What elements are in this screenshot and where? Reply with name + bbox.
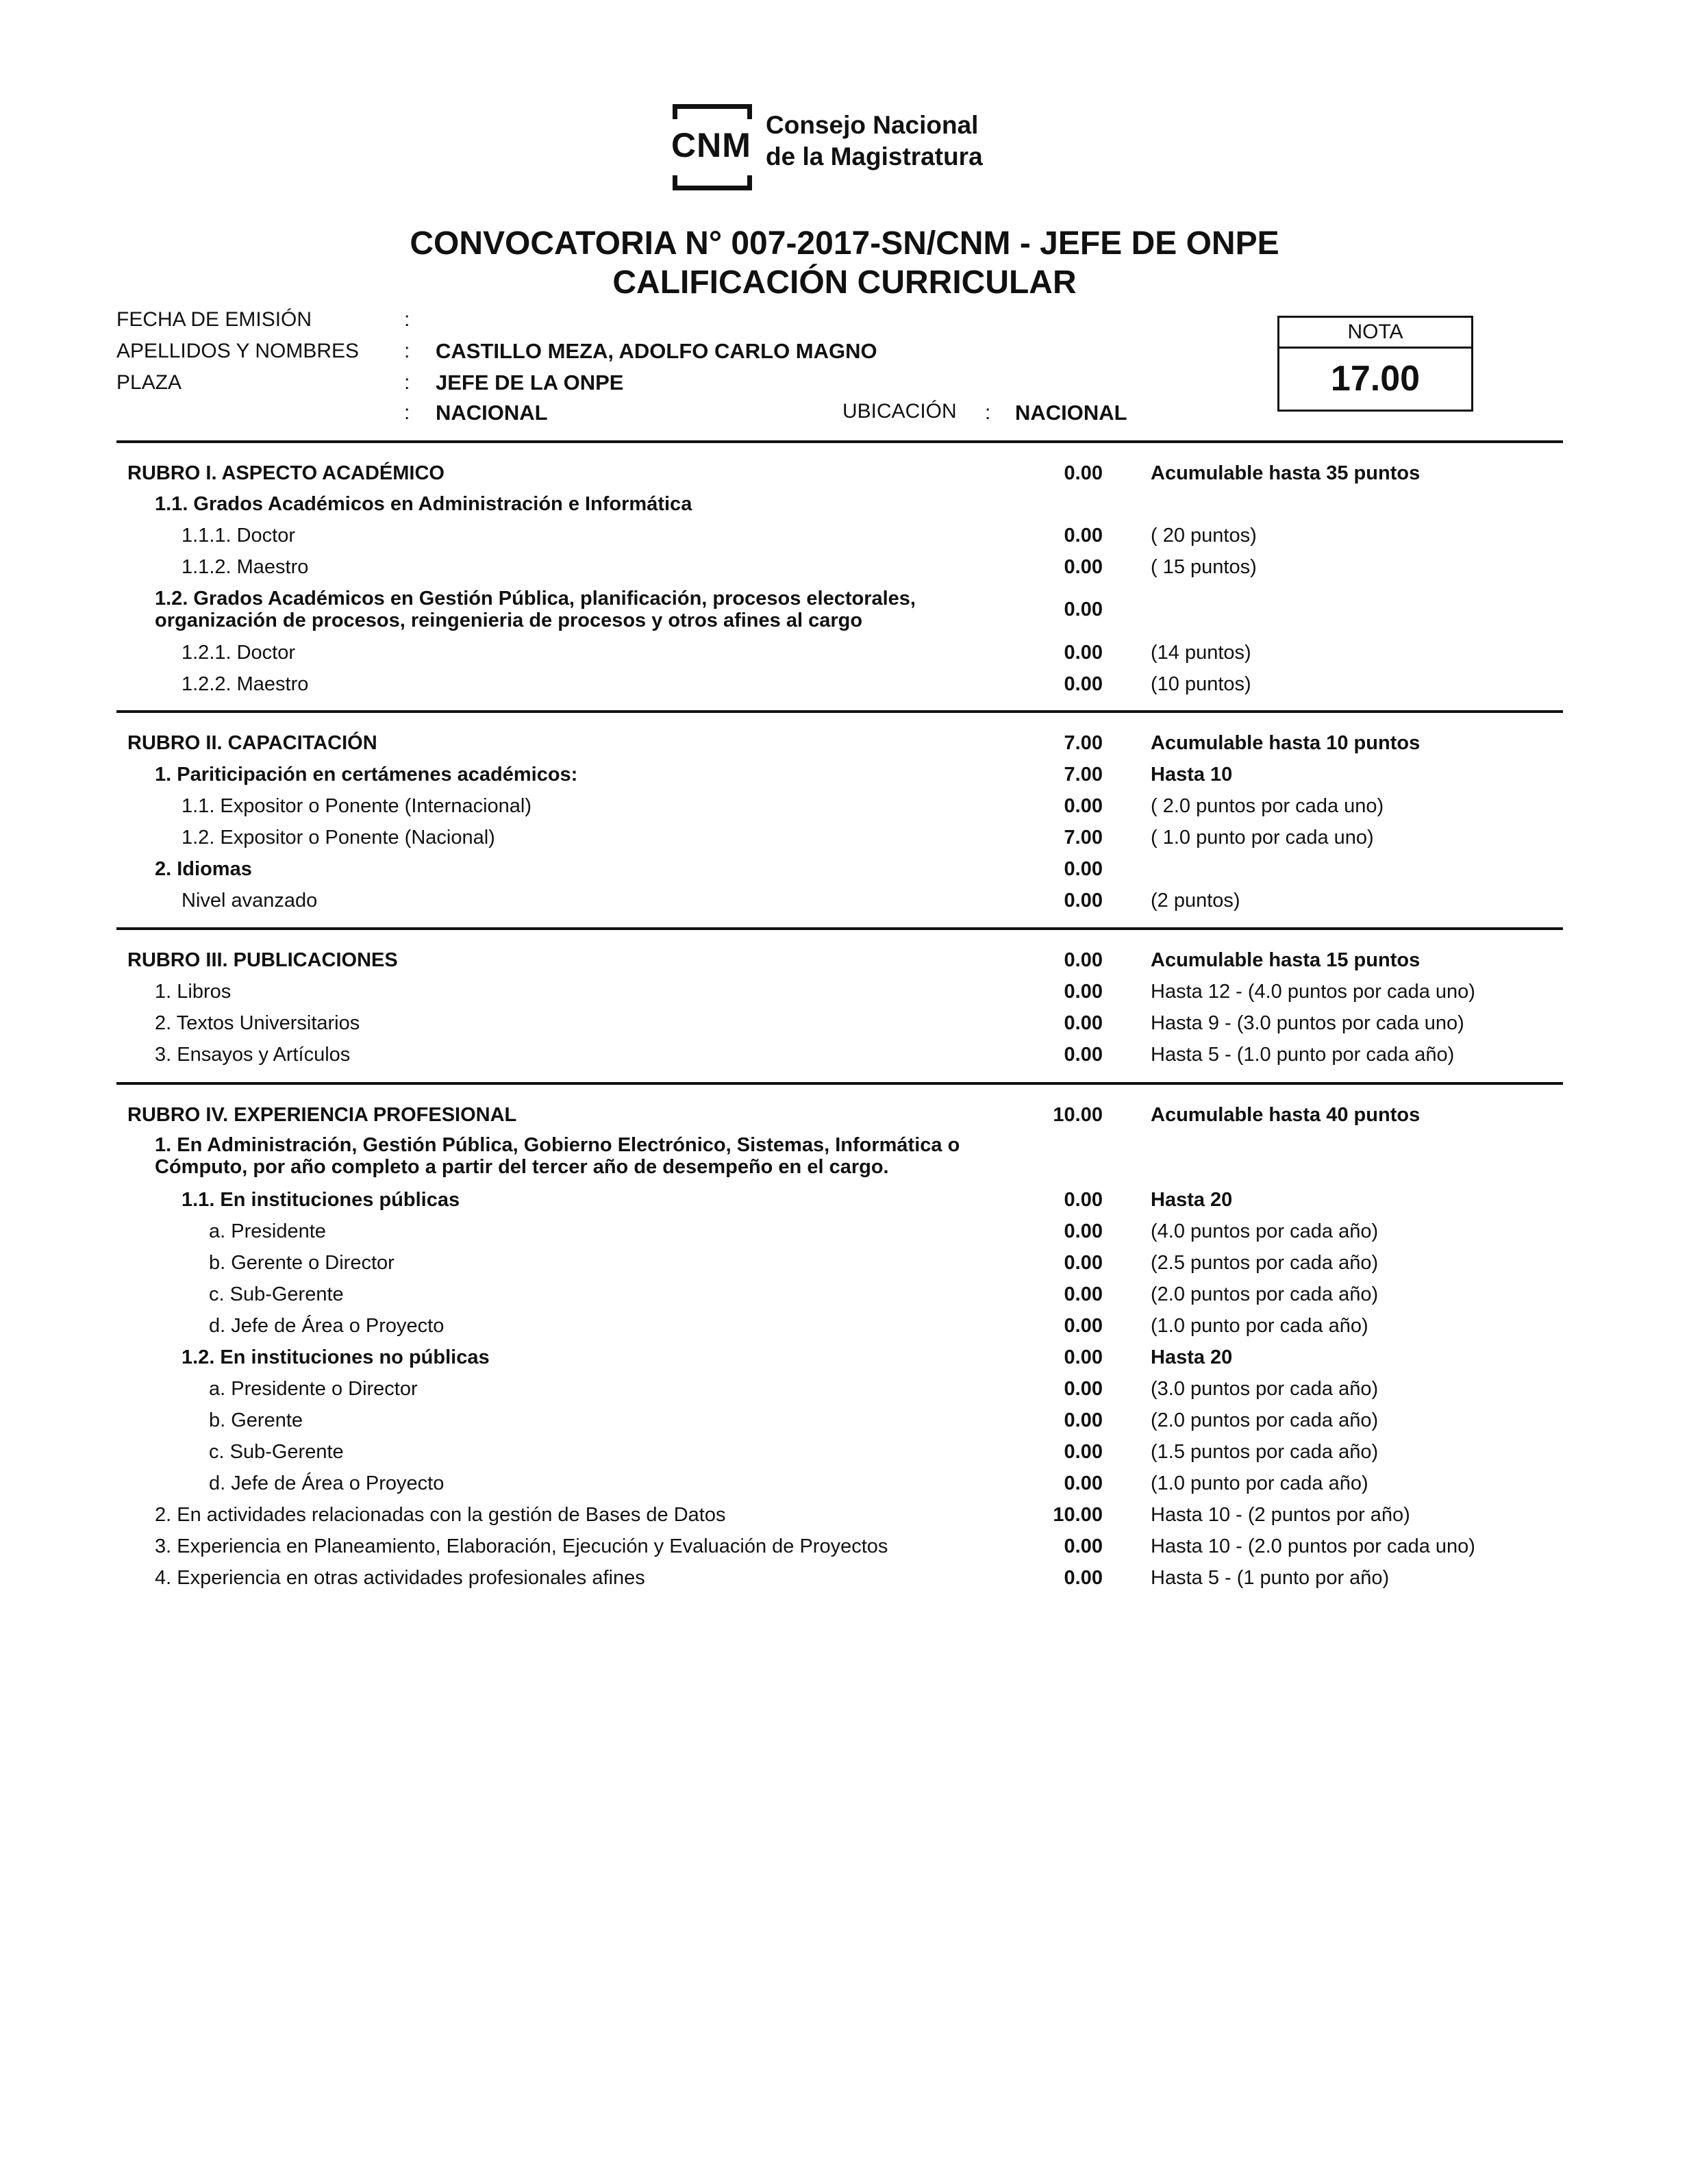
doc-title: CONVOCATORIA N° 007-2017-SN/CNM - JEFE DE ONPE	[410, 225, 1279, 262]
row-label-line2: Cómputo, por año completo a partir del tercer año de desempeño en el cargo.	[155, 1156, 889, 1178]
row-note: ( 2.0 puntos por cada uno)	[1151, 795, 1384, 817]
row-label-line1: 1.2. Grados Académicos en Gestión Pública, planificación, procesos electorales,	[155, 588, 916, 610]
section-divider	[116, 927, 1563, 930]
rubro1-row	[0, 462, 1689, 491]
table-row	[0, 673, 1689, 702]
row-label: 3. Ensayos y Artículos	[155, 1044, 351, 1066]
row-label: b. Gerente	[209, 1409, 303, 1431]
rubro3-title: RUBRO III. PUBLICACIONES	[127, 949, 398, 971]
nombres-label: APELLIDOS Y NOMBRES	[116, 340, 360, 362]
row-label: d. Jefe de Área o Proyecto	[209, 1315, 445, 1337]
row-label-line2: organización de procesos, reingenieria de procesos y otros afines al cargo	[155, 610, 863, 631]
rubro1-value: 0.00	[1064, 462, 1103, 484]
row-label: 1. Libros	[155, 981, 232, 1003]
colon: :	[404, 308, 410, 331]
plaza-label: PLAZA	[116, 371, 182, 394]
row-note: (4.0 puntos por cada año)	[1151, 1220, 1379, 1242]
table-row	[0, 795, 1689, 824]
ubicacion-value: NACIONAL	[1015, 401, 1127, 425]
row-value: 0.00	[1064, 981, 1103, 1003]
colon: :	[404, 340, 410, 362]
table-row	[0, 1012, 1689, 1041]
row-label: b. Gerente o Director	[209, 1252, 395, 1274]
row-value: 0.00	[1064, 1220, 1103, 1242]
rubro4-note: Acumulable hasta 40 puntos	[1151, 1104, 1421, 1126]
row-note: Hasta 9 - (3.0 puntos por cada uno)	[1151, 1012, 1464, 1034]
row-value: 0.00	[1064, 1441, 1103, 1463]
row-value: 0.00	[1064, 1315, 1103, 1337]
table-row	[0, 1134, 1689, 1182]
row-label: a. Presidente o Director	[209, 1378, 418, 1400]
table-row	[0, 525, 1689, 553]
rubro1-note: Acumulable hasta 35 puntos	[1151, 462, 1421, 484]
row-label: 1.2. Expositor o Ponente (Nacional)	[182, 827, 495, 849]
row-label: 2. Idiomas	[155, 858, 252, 880]
row-label: a. Presidente	[209, 1220, 326, 1242]
row-note: Hasta 20	[1151, 1189, 1233, 1211]
doc-subtitle: CALIFICACIÓN CURRICULAR	[612, 264, 1077, 301]
row-label: c. Sub-Gerente	[209, 1441, 344, 1463]
table-row	[0, 1220, 1689, 1249]
table-row	[0, 1441, 1689, 1470]
row-value: 0.00	[1064, 1012, 1103, 1034]
table-row	[0, 1346, 1689, 1375]
rubro3-value: 0.00	[1064, 949, 1103, 971]
row-label: 1.1.2. Maestro	[182, 556, 309, 578]
row-note: Hasta 12 - (4.0 puntos por cada uno)	[1151, 981, 1475, 1003]
row-label-line1: 1. En Administración, Gestión Pública, Gobierno Electrónico, Sistemas, Informática o	[155, 1134, 960, 1156]
row-note: Hasta 20	[1151, 1346, 1233, 1368]
row-note: (2.5 puntos por cada año)	[1151, 1252, 1379, 1274]
row-value: 7.00	[1064, 827, 1103, 849]
row-value: 0.00	[1064, 1044, 1103, 1066]
rubro2-value: 7.00	[1064, 732, 1103, 754]
table-row	[0, 1378, 1689, 1407]
row-label: 3. Experiencia en Planeamiento, Elaboración, Ejecución y Evaluación de Proyectos	[155, 1535, 888, 1557]
row-value: 0.00	[1064, 1472, 1103, 1494]
row-value: 0.00	[1064, 1252, 1103, 1274]
row-note: Hasta 10	[1151, 764, 1233, 786]
row-note: (1.5 puntos por cada año)	[1151, 1441, 1379, 1463]
table-row	[0, 1315, 1689, 1344]
table-row	[0, 1567, 1689, 1596]
table-row	[0, 827, 1689, 855]
row-value: 0.00	[1064, 858, 1103, 880]
row-note: (1.0 punto por cada año)	[1151, 1315, 1368, 1337]
row-note: (1.0 punto por cada año)	[1151, 1472, 1368, 1494]
rubro2-row	[0, 732, 1689, 761]
colon: :	[985, 401, 991, 424]
section-divider	[116, 440, 1563, 443]
colon: :	[404, 371, 410, 394]
row-note: Hasta 10 - (2.0 puntos por cada uno)	[1151, 1535, 1475, 1557]
rubro1-title: RUBRO I. ASPECTO ACADÉMICO	[127, 462, 445, 484]
logo-bracket-bottom	[673, 175, 752, 190]
rubro3-note: Acumulable hasta 15 puntos	[1151, 949, 1421, 971]
row-value: 0.00	[1064, 599, 1103, 620]
row-value: 0.00	[1064, 1409, 1103, 1431]
row-label: 1.2.1. Doctor	[182, 642, 296, 664]
colon: :	[404, 401, 410, 424]
table-row	[0, 764, 1689, 792]
rubro2-note: Acumulable hasta 10 puntos	[1151, 732, 1421, 754]
section-divider	[116, 710, 1563, 713]
row-note: (2.0 puntos por cada año)	[1151, 1283, 1379, 1305]
plaza-value-2: NACIONAL	[436, 401, 548, 425]
table-row	[0, 1189, 1689, 1218]
table-row	[0, 1252, 1689, 1281]
plaza-value: JEFE DE LA ONPE	[436, 371, 624, 394]
row-label: d. Jefe de Área o Proyecto	[209, 1472, 445, 1494]
table-row	[0, 556, 1689, 585]
logo-abbr: CNM	[671, 126, 751, 164]
row-label: 1.2.2. Maestro	[182, 673, 309, 695]
row-label: 1.1. En instituciones públicas	[182, 1189, 460, 1211]
table-row	[0, 1472, 1689, 1501]
row-value: 0.00	[1064, 525, 1103, 547]
row-value: 0.00	[1064, 1283, 1103, 1305]
logo-line2: de la Magistratura	[766, 142, 983, 171]
table-row	[0, 642, 1689, 670]
row-note: Hasta 10 - (2 puntos por año)	[1151, 1504, 1410, 1526]
row-note: Hasta 5 - (1 punto por año)	[1151, 1567, 1390, 1589]
row-label: 1.1. Expositor o Ponente (Internacional)	[182, 795, 532, 817]
nota-box	[1277, 316, 1473, 412]
row-note: (3.0 puntos por cada año)	[1151, 1378, 1379, 1400]
rubro4-row	[0, 1104, 1689, 1133]
table-row	[0, 1044, 1689, 1072]
fecha-label: FECHA DE EMISIÓN	[116, 308, 312, 331]
table-row	[0, 858, 1689, 887]
row-value: 7.00	[1064, 764, 1103, 786]
row-note: Hasta 5 - (1.0 punto por cada año)	[1151, 1044, 1455, 1066]
row-value: 0.00	[1064, 1535, 1103, 1557]
row-value: 0.00	[1064, 642, 1103, 664]
row-value: 0.00	[1064, 1189, 1103, 1211]
row-value: 10.00	[1053, 1504, 1103, 1526]
row-note: (10 puntos)	[1151, 673, 1251, 695]
table-row	[0, 493, 1689, 522]
row-label: Nivel avanzado	[182, 890, 318, 912]
row-label: 4. Experiencia en otras actividades profesionales afines	[155, 1567, 645, 1589]
rubro2-title: RUBRO II. CAPACITACIÓN	[127, 732, 377, 754]
table-row	[0, 1283, 1689, 1312]
row-value: 0.00	[1064, 1567, 1103, 1589]
rubro4-title: RUBRO IV. EXPERIENCIA PROFESIONAL	[127, 1104, 517, 1126]
row-label: 2. Textos Universitarios	[155, 1012, 360, 1034]
nombres-value: CASTILLO MEZA, ADOLFO CARLO MAGNO	[436, 339, 877, 363]
logo-bracket-top	[673, 104, 752, 119]
row-value: 0.00	[1064, 1346, 1103, 1368]
section-divider	[116, 1082, 1563, 1085]
row-label: 1.1.1. Doctor	[182, 525, 296, 547]
table-row	[0, 1535, 1689, 1564]
logo-line1: Consejo Nacional	[766, 111, 979, 139]
row-label: 1. Pariticipación en certámenes académicos:	[155, 764, 578, 786]
row-label: c. Sub-Gerente	[209, 1283, 344, 1305]
row-note: ( 20 puntos)	[1151, 525, 1257, 547]
table-row	[0, 588, 1689, 636]
row-value: 0.00	[1064, 556, 1103, 578]
row-value: 0.00	[1064, 890, 1103, 912]
ubicacion-label: UBICACIÓN	[842, 400, 957, 423]
row-value: 0.00	[1064, 795, 1103, 817]
rubro3-row	[0, 949, 1689, 978]
row-label: 1.1. Grados Académicos en Administración e Informática	[155, 493, 692, 515]
row-value: 0.00	[1064, 673, 1103, 695]
table-row	[0, 890, 1689, 918]
row-note: (2 puntos)	[1151, 890, 1240, 912]
nota-label: NOTA	[1279, 318, 1471, 349]
row-note: ( 1.0 punto por cada uno)	[1151, 827, 1374, 849]
row-note: (2.0 puntos por cada año)	[1151, 1409, 1379, 1431]
row-note: (14 puntos)	[1151, 642, 1251, 664]
cnm-logo	[673, 104, 1001, 190]
table-row	[0, 1504, 1689, 1533]
row-label: 2. En actividades relacionadas con la gestión de Bases de Datos	[155, 1504, 726, 1526]
table-row	[0, 981, 1689, 1009]
table-row	[0, 1409, 1689, 1438]
row-value: 0.00	[1064, 1378, 1103, 1400]
rubro4-value: 10.00	[1053, 1104, 1103, 1126]
row-label: 1.2. En instituciones no públicas	[182, 1346, 490, 1368]
row-note: ( 15 puntos)	[1151, 556, 1257, 578]
nota-value: 17.00	[1330, 359, 1421, 399]
